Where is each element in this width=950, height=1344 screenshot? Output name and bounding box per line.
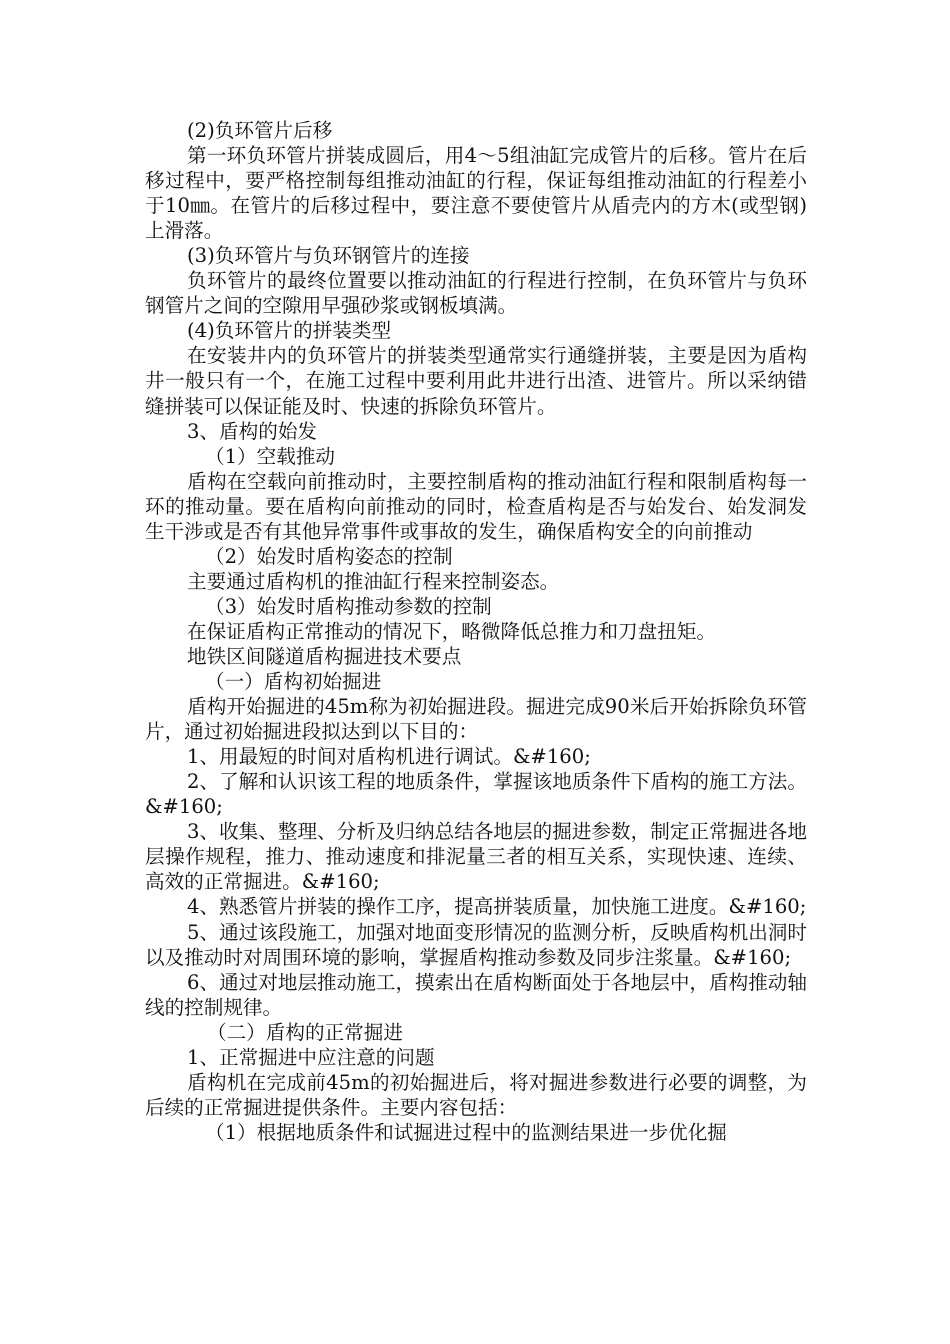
paragraph-normal-excavation: 盾构机在完成前45m的初始掘进后，将对掘进参数进行必要的调整，为后续的正常掘进提供条件。主要内容包括： (145, 1070, 807, 1119)
list-item-4: 4、熟悉管片拼装的操作工序，提高拼装质量，加快施工进度。&#160; (187, 895, 807, 919)
list-item-3: 3、收集、整理、分析及归纳总结各地层的掘进参数，制定正常掘进各地层操作规程，推力、推动速度和排泥量三者的相互关系，实现快速、连续、高效的正常掘进。&#160; (145, 820, 807, 894)
list-item-optimize: （1）根据地质条件和试掘进过程中的监测结果进一步优化掘 (205, 1120, 727, 1144)
paragraph-assembly-type: 在安装井内的负环管片的拼装类型通常实行通缝拼装，主要是因为盾构井一般只有一个，在施工过程中要利用此井进行出渣、进管片。所以采纳错缝拼装可以保证能及时、快速的拆除负环管片。 (145, 344, 807, 418)
heading-no-load-push: （1）空载推动 (205, 444, 336, 468)
document-page (145, 118, 807, 1145)
list-item-5: 5、通过该段施工，加强对地面变形情况的监测分析，反映盾构机出洞时以及推动时对周围环境的影响，掌握盾构推动参数及同步注浆量。&#160; (145, 920, 807, 969)
paragraph-ring-shift: 第一环负环管片拼装成圆后，用4～5组油缸完成管片的后移。管片在后移过程中，要严格控制每组推动油缸的行程，保证每组推动油缸的行程差小于10㎜。在管片的后移过程中，要注意不要使管片从盾壳内的方木(或型钢)上滑落。 (145, 144, 807, 243)
heading-normal-excavation-issues: 1、正常掘进中应注意的问题 (187, 1045, 435, 1069)
list-item-1: 1、用最短的时间对盾构机进行调试。&#160; (187, 745, 591, 769)
heading-initial-excavation: （一）盾构初始掘进 (205, 670, 382, 694)
heading-assembly-type: (4)负环管片的拼装类型 (187, 319, 392, 343)
list-item-6: 6、通过对地层推动施工，摸索出在盾构断面处于各地层中，盾构推动轴线的控制规律。 (145, 970, 807, 1019)
heading-normal-excavation: （二）盾构的正常掘进 (207, 1020, 403, 1044)
paragraph-push-parameters: 在保证盾构正常推动的情况下，略微降低总推力和刀盘扭矩。 (187, 619, 717, 643)
list-item-2: 2、了解和认识该工程的地质条件，掌握该地质条件下盾构的施工方法。&#160; (145, 770, 807, 819)
heading-negative-ring-shift: (2)负环管片后移 (187, 119, 333, 142)
paragraph-no-load-push: 盾构在空载向前推动时，主要控制盾构的推动油缸行程和限制盾构每一环的推动量。要在盾构向前推动的同时，检查盾构是否与始发台、始发洞发生干涉或是否有其他异常事件或事故的发生，确保盾构安全的向前推动 (145, 469, 807, 543)
paragraph-initial-excavation: 盾构开始掘进的45m称为初始掘进段。掘进完成90米后开始拆除负环管片，通过初始掘进段拟达到以下目的： (145, 695, 807, 744)
section-title-key-points: 地铁区间隧道盾构掘进技术要点 (187, 644, 462, 668)
paragraph-steel-ring-connection: 负环管片的最终位置要以推动油缸的行程进行控制，在负环管片与负环钢管片之间的空隙用早强砂浆或钢板填满。 (145, 269, 807, 318)
heading-steel-ring-connection: (3)负环管片与负环钢管片的连接 (187, 244, 470, 268)
heading-attitude-control: （2）始发时盾构姿态的控制 (205, 544, 453, 568)
heading-push-parameters: （3）始发时盾构推动参数的控制 (205, 594, 492, 618)
heading-shield-launch: 3、盾构的始发 (187, 419, 318, 443)
paragraph-attitude-control: 主要通过盾构机的推油缸行程来控制姿态。 (187, 569, 560, 593)
